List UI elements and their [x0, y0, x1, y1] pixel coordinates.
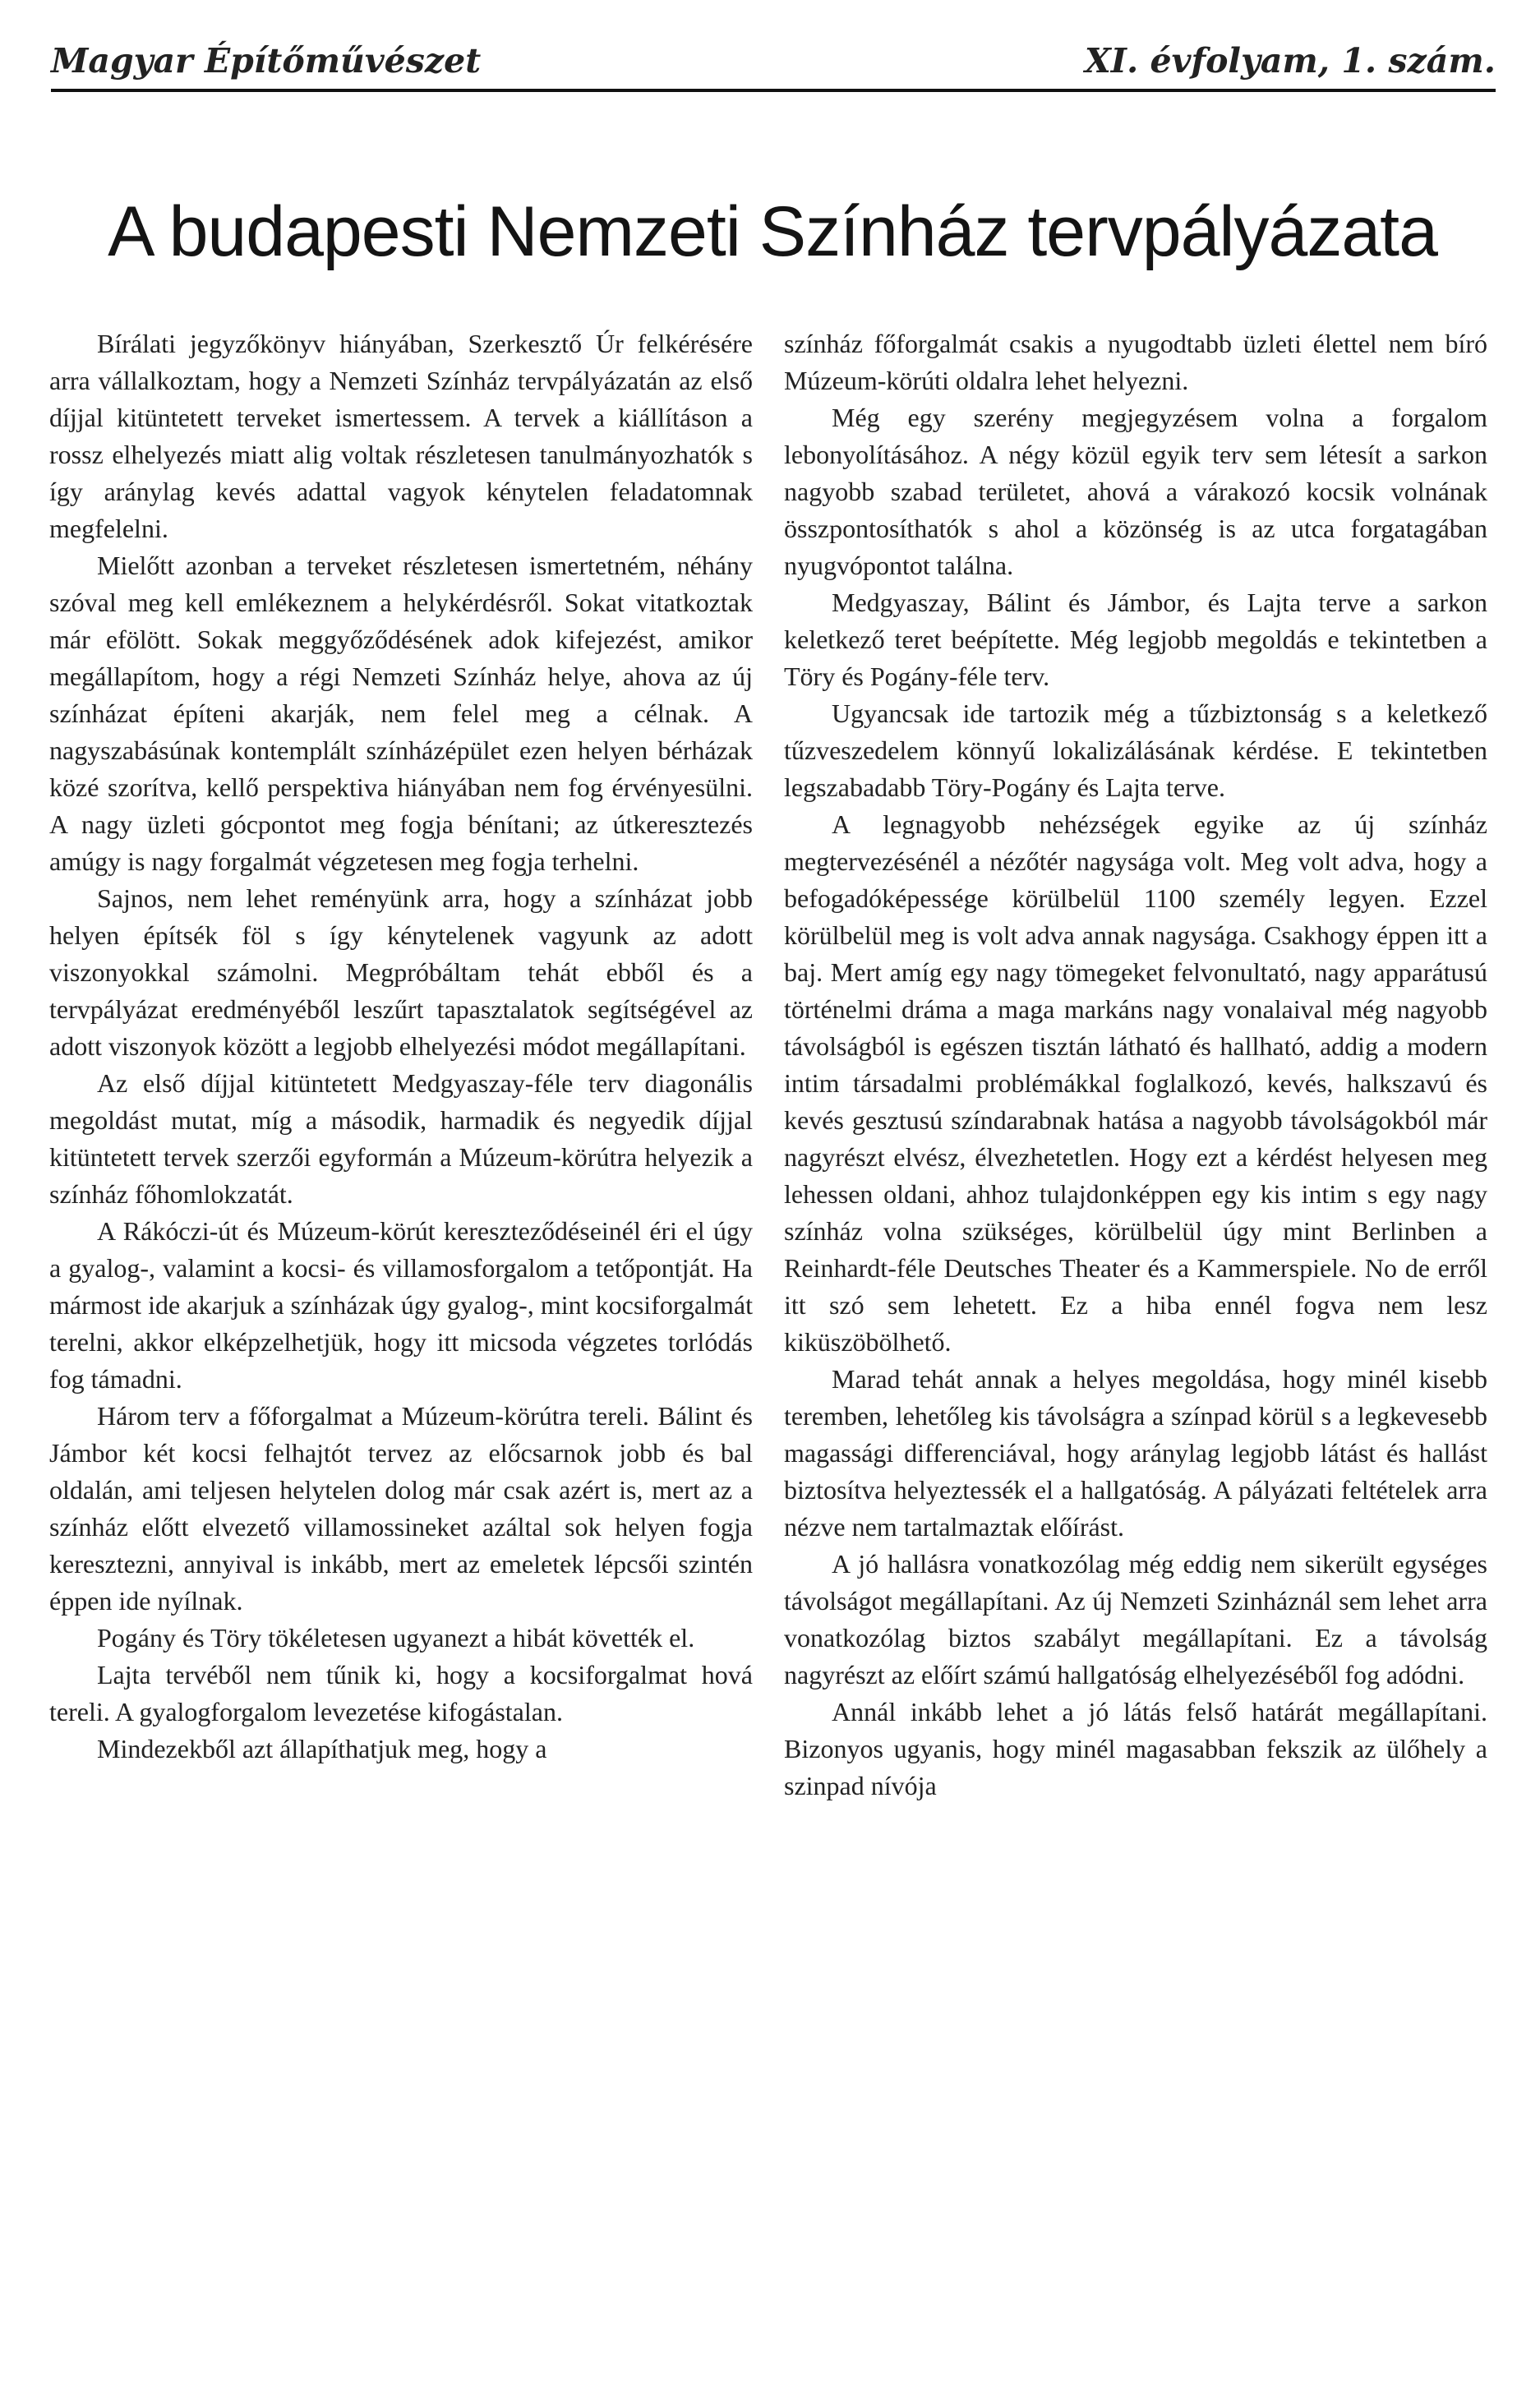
- paragraph: Annál inkább lehet a jó látás felső határát megállapítani. Bizonyos ugyanis, hogy minél magasabban fekszik az ülőhely a szinpad nívója: [784, 1697, 1487, 1800]
- paragraph: Lajta tervéből nem tűnik ki, hogy a kocsiforgalmat hová tereli. A gyalogforgalom levezetése kifogástalan.: [49, 1660, 753, 1726]
- left-column: [49, 325, 753, 1768]
- paragraph-continuation: színház főforgalmát csakis a nyugodtabb üzleti élettel nem bíró Múzeum-körúti oldalra lehet helyezni.: [784, 329, 1487, 395]
- paragraph: Az első díjjal kitüntetett Medgyaszay-féle terv diagonális megoldást mutat, míg a második, harmadik és negyedik díjjal kitüntetett tervek szerzői egyformán a Múzeum-körútra helyezik a színház főhomlokzatát.: [49, 1068, 753, 1209]
- article-title: A budapesti Nemzeti Színház tervpályázata: [108, 192, 1437, 271]
- paragraph: A legnagyobb nehézségek egyike az új színház megtervezésénél a nézőtér nagysága volt. Meg volt adva, hogy a befogadóképessége körülbelül 1100 személy legyen. Ezzel körülbelül meg is volt adva annak nagysága. Csakhogy éppen itt a baj. Mert amíg egy nagy tömegeket felvonultató, nagy apparátusú történelmi dráma a maga markáns nagy vonalaival még nagyobb távolságból is egészen tisztán látható és hallható, addig a modern intim társadalmi problémákkal foglalkozó, kevés, halkszavú és kevés gesztusú színdarabnak hatása a nagyobb távolságokból már nagyrészt elvész, élvezhetetlen. Hogy ezt a kérdést helyesen meg lehessen oldani, ahhoz tulajdonképpen egy kis intim s egy nagy színház volna szükséges, körülbelül úgy mint Berlinben a Reinhardt-féle Deutsches Theater és a Kammerspiele. No de erről itt szó sem lehetett. Ez a hiba ennél fogva nem lesz kiküszöbölhető.: [784, 809, 1487, 1357]
- paragraph: A jó hallásra vonatkozólag még eddig nem sikerült egységes távolságot megállapítani. Az új Nemzeti Szinháznál sem lehet arra vonatkozólag biztos szabályt megállapítani. Ez a távolság nagyrészt az előírt számú hallgatóság elhelyezéséből fog adódni.: [784, 1549, 1487, 1689]
- paragraph: Bírálati jegyzőkönyv hiányában, Szerkesztő Úr felkérésére arra vállalkoztam, hogy a Nemzeti Színház tervpályázatán az első díjjal kitüntetett terveket ismertessem. A tervek a kiállításon a rossz elhelyezés miatt alig voltak részletesen tanulmányozhatók s így aránylag kevés adattal vagyok kénytelen feladatomnak megfelelni.: [49, 329, 753, 543]
- paragraph: Medgyaszay, Bálint és Jámbor, és Lajta terve a sarkon keletkező teret beépítette. Még legjobb megoldás e tekintetben a Töry és Pogány-féle terv.: [784, 588, 1487, 691]
- paragraph: Mindezekből azt állapíthatjuk meg, hogy a: [97, 1734, 547, 1763]
- paragraph: Még egy szerény megjegyzésem volna a forgalom lebonyolításához. A négy közül egyik terv sem létesít a sarkon nagyobb szabad területet, ahová a várakozó kocsik volnának összpontosíthatók s ahol a közönség is az utca forgatagában nyugvópontot találna.: [784, 403, 1487, 580]
- paragraph: A Rákóczi-út és Múzeum-körút kereszteződéseinél éri el úgy a gyalog-, valamint a kocsi- és villamosforgalom a tetőpontját. Ha mármost ide akarjuk a színházak úgy gyalog-, mint kocsiforgalmát terelni, akkor elképzelhetjük, hogy itt micsoda végzetes torlódás fog támadni.: [49, 1216, 753, 1394]
- paragraph: Ugyancsak ide tartozik még a tűzbiztonság s a keletkező tűzveszedelem könnyű lokalizálásának kérdése. E tekintetben legszabadabb Töry-Pogány és Lajta terve.: [784, 698, 1487, 802]
- paragraph: Három terv a főforgalmat a Múzeum-körútra tereli. Bálint és Jámbor két kocsi felhajtót tervez az előcsarnok jobb és bal oldalán, ami teljesen helytelen dolog már csak azért is, mert az a színház előtt elvezető villamossineket azáltal sok helyen fogja keresztezni, annyival is inkább, mert az emeletek lépcsői szintén éppen ide nyílnak.: [49, 1401, 753, 1616]
- paragraph: Mielőtt azonban a terveket részletesen ismertetném, néhány szóval meg kell emlékeznem a helykérdésről. Sokat vitatkoztak már efölött. Sokak meggyőződésének adok kifejezést, amikor megállapítom, hogy a régi Nemzeti Színház helye, ahova az új színházat építeni akarják, nem felel meg a célnak. A nagyszabásúnak kontemplált színházépület ezen helyen bérházak közé szorítva, kellő perspektiva hiányában nem fog érvényesülni. A nagy üzleti gócpontot meg fogja bénítani; az útkeresztezés amúgy is nagy forgalmát végzetesen meg fogja terhelni.: [49, 551, 753, 876]
- right-column: [784, 325, 1487, 1805]
- page-header: [51, 30, 1496, 92]
- paragraph: Marad tehát annak a helyes megoldása, hogy minél kisebb teremben, lehetőleg kis távolságra a színpad körül s a legkevesebb magassági differenciával, hogy aránylag legjobb látást és hallást biztosítva helyeztessék el a hallgatóság. A pályázati feltételek arra nézve nem tartalmaztak előírást.: [784, 1364, 1487, 1542]
- paragraph: Sajnos, nem lehet reményünk arra, hogy a színházat jobb helyen építsék föl s így kénytelenek vagyunk az adott viszonyokkal számolni. Megpróbáltam tehát ebből és a tervpályázat eredményéből leszűrt tapasztalatok segítségével az adott viszonyok között a legjobb elhelyezési módot megállapítani.: [49, 883, 753, 1061]
- journal-name: Magyar Építőművészet: [51, 41, 482, 81]
- issue-number: XI. évfolyam, 1. szám.: [1085, 41, 1496, 81]
- paragraph: Pogány és Töry tökéletesen ugyanezt a hibát követték el.: [97, 1623, 695, 1653]
